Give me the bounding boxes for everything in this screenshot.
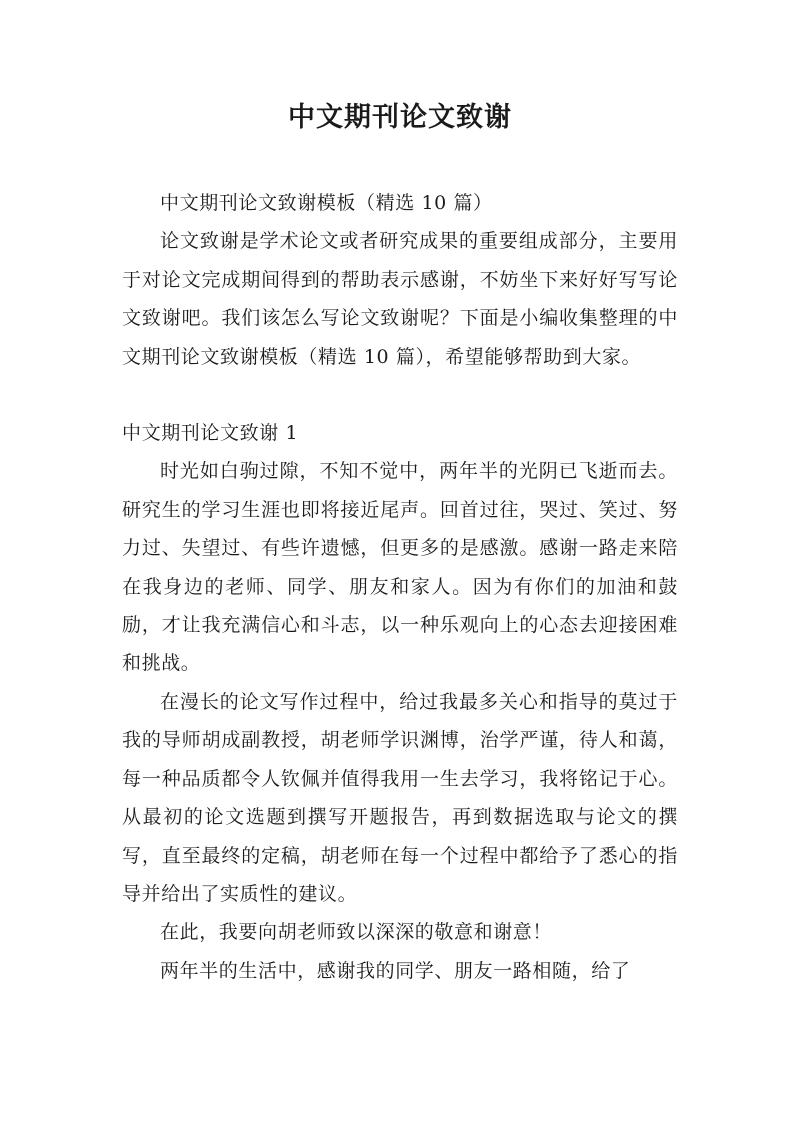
- document-subtitle: 中文期刊论文致谢模板（精选 10 篇）: [160, 192, 493, 214]
- body-paragraph-3: 在此，我要向胡老师致以深深的敬意和谢意！: [160, 921, 553, 944]
- document-body: [122, 184, 678, 990]
- intro-paragraph: 论文致谢是学术论文或者研究成果的重要组成部分，主要用于对论文完成期间得到的帮助表示感谢，不妨坐下来好好写写论文致谢吧。我们该怎么写论文致谢呢？下面是小编收集整理的中文期刊论文致谢模板（精选 10 篇），希望能够帮助到大家。: [122, 230, 678, 368]
- document-title: 中文期刊论文致谢: [288, 102, 512, 133]
- section-heading: 中文期刊论文致谢 1: [122, 422, 299, 445]
- body-paragraph-2: 在漫长的论文写作过程中，给过我最多关心和指导的莫过于我的导师胡成副教授，胡老师学识渊博，治学严谨，待人和蔼，每一种品质都令人钦佩并值得我用一生去学习，我将铭记于心。从最初的论文选题到撰写开题报告，再到数据选取与论文的撰写，直至最终的定稿，胡老师在每一个过程中都给予了悉心的指导并给出了实质性的建议。: [122, 690, 678, 905]
- body-paragraph-4: 两年半的生活中，感谢我的同学、朋友一路相随，给了: [160, 959, 631, 982]
- body-paragraph-1: 时光如白驹过隙，不知不觉中，两年半的光阴已飞逝而去。研究生的学习生涯也即将接近尾声。回首过往，哭过、笑过、努力过、失望过、有些许遗憾，但更多的是感激。感谢一路走来陪在我身边的老师、同学、朋友和家人。因为有你们的加油和鼓励，才让我充满信心和斗志，以一种乐观向上的心态去迎接困难和挑战。: [122, 460, 678, 675]
